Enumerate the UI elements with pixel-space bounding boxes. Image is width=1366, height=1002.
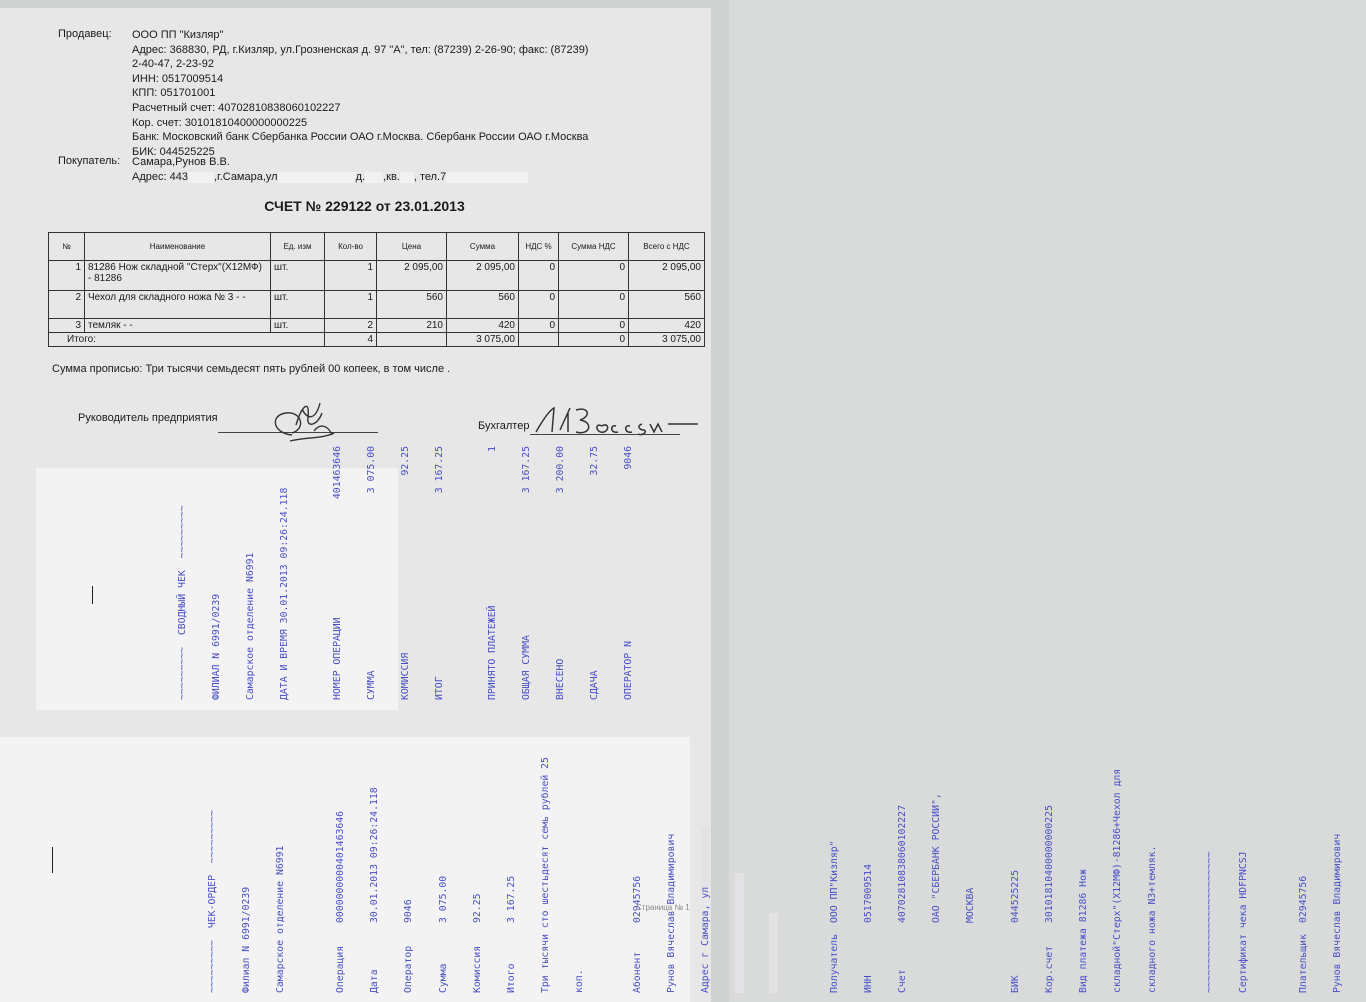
column-header: Сумма НДС [559,233,629,261]
cell: 0 [519,319,559,333]
cell: 0 [519,291,559,319]
receipt-key: НОМЕР ОПЕРАЦИИ [331,617,343,700]
receipt-key: ВНЕСЕНО [555,658,566,700]
cell: 81286 Нож складной "Стерх"(Х12МФ) - 81286 [85,261,271,291]
receipt-row [335,757,346,993]
cell-empty [377,333,447,347]
total-all: 3 075,00 [629,333,705,347]
check-order-receipt [0,737,1344,1002]
receipt-value: 02945756 [1297,875,1309,923]
receipt-row [863,757,874,993]
receipt-row [521,446,532,700]
seller-details [132,28,602,159]
receipt-line [769,757,780,993]
receipt-line: Три тысячи сто шестьдесят семь рублей 25 [540,757,552,993]
buyer-details [132,155,602,185]
receipt-row [366,446,377,700]
receipt-value: МОСКВА [965,887,977,923]
receipt-line: коп. [574,969,586,993]
column-header: Кол-во [325,233,377,261]
receipt-key [931,923,942,993]
receipt-row [623,446,634,700]
receipt-key: ИТОГ [434,676,446,700]
receipt-key: Кор.счет [1043,945,1055,993]
total-qty: 4 [325,333,377,347]
redaction [400,172,414,183]
receipt-line: ~~~~~~~~~ СВОДНЫЙ ЧЕК ~~~~~~~~~ [176,505,188,700]
receipt-key: Комиссия [471,945,483,993]
receipt-line: Рунов Вячеслав Владимирович [666,833,678,993]
receipt-row [965,757,976,993]
cell: 3 [49,319,85,333]
receipt-value: 30.01.2013 09:26:24.118 [369,787,381,923]
receipt-line: ФИЛИАЛ N 6991/0239 [211,593,223,700]
buyer-address-part: ,кв. [383,171,400,183]
receipt-key: БИК [1009,975,1021,993]
seller-line: ООО ПП "Кизляр" [132,29,224,41]
receipt-row [369,757,380,993]
receipt-key: Плательщик [1297,934,1309,993]
receipt-value: 92.25 [400,446,412,476]
receipt-value: 0517009514 [862,864,874,923]
receipt-value: 3 167.25 [520,446,532,494]
cell: 1 [49,261,85,291]
summary-receipt [36,446,635,710]
cell: шт. [271,319,325,333]
receipt-value: 9046 [623,446,635,470]
receipt-text-block [184,757,1366,993]
receipt-line: ~~~~~~~~~~~~~~~~~~~~~~~~ [1204,851,1216,993]
receipt-key: КОМИССИЯ [400,652,412,700]
receipt-row [1010,757,1021,993]
receipt-value: 3 167.25 [505,875,517,923]
buyer-name: Самара,Рунов В.В. [132,156,230,168]
cell: 2 095,00 [447,261,519,291]
receipt-value: 92.25 [471,893,483,923]
buyer-address [132,170,602,185]
receipt-value: 30101810400000000225 [1043,805,1055,923]
total-label: Итого: [49,333,325,347]
receipt-key: Операция [334,945,346,993]
table-header-row [49,233,705,261]
redaction [701,827,710,887]
receipt-line: ~~~~~~~~~ ЧЕК-ОРДЕР ~~~~~~~~~ [206,810,218,993]
receipt-address: Адрес г Самара, ул [700,886,712,993]
cell: темляк - - [85,319,271,333]
column-header: Наименование [85,233,271,261]
receipt-row [472,757,483,993]
receipt-value: 3 167.25 [434,446,446,494]
receipt-row [632,757,643,993]
receipt-line: складного ножа N3+темляк. [1146,845,1158,993]
receipt-value: 3 075.00 [437,875,449,923]
receipt-key: ОПЕРАТОР N [623,641,635,700]
redaction [769,913,778,993]
receipt-row [897,757,908,993]
invoice-title: СЧЕТ № 229122 от 23.01.2013 [264,198,465,214]
seller-line: Кор. счет: 30101810400000000225 [132,116,308,129]
cell: 420 [629,319,705,333]
receipt-key: Счет [896,969,908,993]
table-row [49,261,705,291]
buyer-address-part: , тел.7 [413,171,447,183]
receipt-row [829,757,840,993]
receipt-key: ПРИНЯТО ПЛАТЕЖЕЙ [486,605,498,700]
cell: шт. [271,291,325,319]
table-total-row [49,333,705,347]
cell: 2 095,00 [629,261,705,291]
receipt-key: Абонент [632,951,644,993]
redaction [446,172,528,183]
redaction [365,172,383,183]
table-row [49,291,705,319]
scan-mark [52,847,53,873]
seller-line: Банк: Московский банк Сбербанка России ОАО г.Москва. Сбербанк России ОАО г.Москва [132,131,589,144]
receipt-value: 32.75 [589,446,601,476]
accountant-label: Бухгалтер [478,420,530,432]
cell: 0 [559,319,629,333]
receipt-line: ДАТА И ВРЕМЯ 30.01.2013 09:26:24.118 [279,487,291,700]
buyer-label: Покупатель: [58,155,121,167]
receipt-row [555,446,566,700]
receipt-value: 3 200.00 [555,446,566,494]
cell: 2 [325,319,377,333]
amount-in-words: Сумма прописью: Три тысячи семьдесят пять рублей 00 копеек, в том числе . [52,363,451,375]
receipt-row [487,446,498,700]
column-header: Ед. изм [271,233,325,261]
receipt-line [735,757,746,993]
receipt-key: Оператор [403,945,415,993]
cell: 560 [377,291,447,319]
receipt-value: 02945756 [632,875,644,923]
receipt-row [931,757,942,993]
cell-empty [519,333,559,347]
cell: 560 [629,291,705,319]
receipt-key: СДАЧА [589,670,601,700]
cell: 0 [519,261,559,291]
cell: 0 [559,291,629,319]
receipt-row [589,446,600,700]
buyer-address-part: ,г.Самара,ул [213,171,278,183]
receipt-line: складной"Стерх"(Х12МФ)-81286+Чехол для [1112,768,1124,993]
receipt-value: 401463646 [331,446,343,500]
receipt-key: Итого [505,963,517,993]
scan-mark [92,586,93,604]
receipt-key: Получатель [828,934,840,993]
receipt-value: 0000000000401463646 [334,810,346,923]
cell: шт. [271,261,325,291]
receipt-row [403,757,414,993]
receipt-line: Рунов Вячеслав Владимирович [1332,833,1344,993]
receipt-text-block [154,446,658,700]
cell: 2 [49,291,85,319]
seller-line: 2-40-47, 2-23-92 [132,58,214,71]
seller-line: БИК: 044525225 [132,145,215,158]
receipt-line: Самарское отделение N6991 [245,552,257,700]
redaction [735,873,744,993]
column-header: Сумма [447,233,519,261]
invoice-table [48,232,705,347]
receipt-row [438,757,449,993]
scan-edge [0,0,729,8]
receipt-value: ООО ПП"Кизляр" [828,840,840,923]
buyer-address-part: д. [355,171,366,183]
cell: Чехол для складного ножа № 3 - - [85,291,271,319]
receipt-row [400,446,411,700]
receipt-value: 9046 [403,899,415,923]
receipt-value: 40702810838060102227 [896,805,908,923]
buyer-address-part: Адрес: 443 [132,171,188,183]
total-sum: 3 075,00 [447,333,519,347]
cell: 1 [325,291,377,319]
redaction [278,172,356,183]
column-header: НДС % [519,233,559,261]
receipt-line: Сертификат чека НDFPNCSJ [1238,851,1250,993]
receipt-line: Вид платежа 81286 Нож [1078,869,1090,993]
seller-line: Расчетный счет: 40702810838060102227 [132,101,341,114]
receipt-row [506,757,517,993]
receipt-line [700,757,711,993]
receipt-key: ОБЩАЯ СУММА [520,635,532,700]
column-header: Всего с НДС [629,233,705,261]
cell: 420 [447,319,519,333]
receipt-row [1044,757,1055,993]
cell: 2 095,00 [377,261,447,291]
seller-label: Продавец: [58,28,112,40]
accountant-signature [530,402,705,442]
cell: 560 [447,291,519,319]
receipt-value: 044525225 [1009,869,1021,923]
seller-line: КПП: 051701001 [132,87,216,100]
column-header: Цена [377,233,447,261]
cell: 1 [325,261,377,291]
cell: 210 [377,319,447,333]
receipt-key: Сумма [437,963,449,993]
page-number: Страница № 1 [636,903,690,912]
receipt-key [965,923,976,993]
director-label: Руководитель предприятия [78,412,218,424]
total-vat: 0 [559,333,629,347]
receipt-value: 3 075.00 [365,446,377,494]
receipt-key: ИНН [862,975,874,993]
seller-line: ИНН: 0517009514 [132,72,224,85]
redaction [188,172,214,183]
receipt-row [332,446,343,700]
receipt-value: 1 [486,446,498,452]
receipt-key: Дата [369,969,381,993]
receipt-value: ОАО "СБЕРБАНК РОССИИ", [931,793,943,923]
seller-line: Адрес: 368830, РД, г.Кизляр, ул.Грозненская д. 97 "А", тел: (87239) 2-26-90; факс: (87239) [132,43,589,56]
receipt-row [1298,757,1309,993]
table-row [49,319,705,333]
receipt-line: Филиал N 6991/0239 [241,886,253,993]
cell: 0 [559,261,629,291]
director-signature [262,395,342,447]
column-header: № [49,233,85,261]
receipt-row [434,446,445,700]
receipt-line: Самарское отделение N6991 [275,845,287,993]
receipt-key: СУММА [365,670,377,700]
